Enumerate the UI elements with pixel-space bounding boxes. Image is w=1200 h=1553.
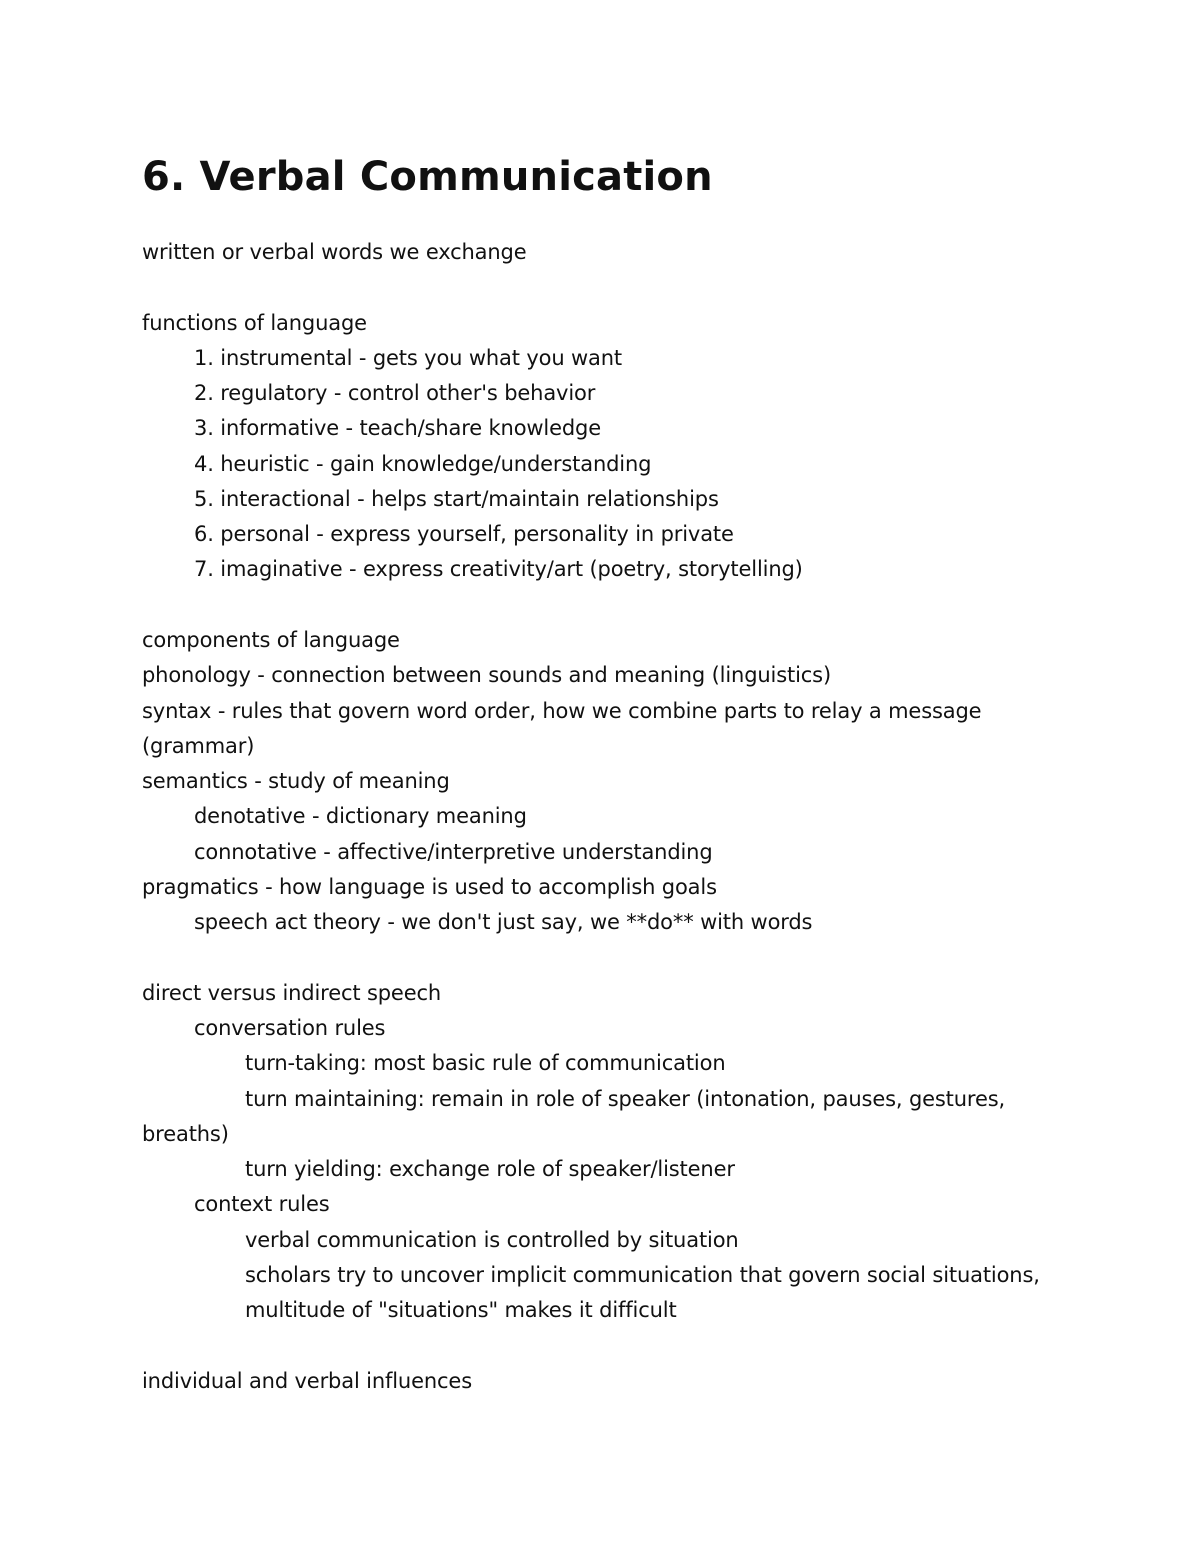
turn-maintaining-line: turn maintaining: remain in role of speaker (intonation, pauses, gestures, bbox=[245, 1087, 1006, 1111]
context-item-2: scholars try to uncover implicit communication that govern social situations, bbox=[245, 1263, 1040, 1287]
influences-heading: individual and verbal influences bbox=[142, 1369, 472, 1393]
context-item-3: multitude of "situations" makes it difficult bbox=[245, 1298, 677, 1322]
syntax-line-continued: (grammar) bbox=[142, 734, 255, 758]
intro-text: written or verbal words we exchange bbox=[142, 240, 527, 264]
turn-yielding-line: turn yielding: exchange role of speaker/listener bbox=[245, 1157, 735, 1181]
denotative-line: denotative - dictionary meaning bbox=[194, 804, 527, 828]
speech-act-line: speech act theory - we don't just say, we **do** with words bbox=[194, 910, 813, 934]
context-item-1: verbal communication is controlled by situation bbox=[245, 1228, 739, 1252]
functions-heading: functions of language bbox=[142, 311, 367, 335]
pragmatics-line: pragmatics - how language is used to accomplish goals bbox=[142, 875, 717, 899]
functions-item-2: 2. regulatory - control other's behavior bbox=[194, 381, 596, 405]
functions-item-6: 6. personal - express yourself, personality in private bbox=[194, 522, 734, 546]
syntax-line: syntax - rules that govern word order, how we combine parts to relay a message bbox=[142, 699, 982, 723]
conversation-rules-line: conversation rules bbox=[194, 1016, 386, 1040]
functions-item-5: 5. interactional - helps start/maintain relationships bbox=[194, 487, 719, 511]
context-rules-line: context rules bbox=[194, 1192, 330, 1216]
functions-item-1: 1. instrumental - gets you what you want bbox=[194, 346, 622, 370]
connotative-line: connotative - affective/interpretive understanding bbox=[194, 840, 713, 864]
functions-item-4: 4. heuristic - gain knowledge/understanding bbox=[194, 452, 652, 476]
semantics-line: semantics - study of meaning bbox=[142, 769, 450, 793]
turn-maintaining-line-continued: breaths) bbox=[142, 1122, 229, 1146]
functions-item-7: 7. imaginative - express creativity/art (poetry, storytelling) bbox=[194, 557, 803, 581]
phonology-line: phonology - connection between sounds and meaning (linguistics) bbox=[142, 663, 832, 687]
page-title: 6. Verbal Communication bbox=[142, 154, 713, 200]
components-heading: components of language bbox=[142, 628, 400, 652]
functions-item-3: 3. informative - teach/share knowledge bbox=[194, 416, 601, 440]
direct-heading: direct versus indirect speech bbox=[142, 981, 442, 1005]
turn-taking-line: turn-taking: most basic rule of communication bbox=[245, 1051, 726, 1075]
